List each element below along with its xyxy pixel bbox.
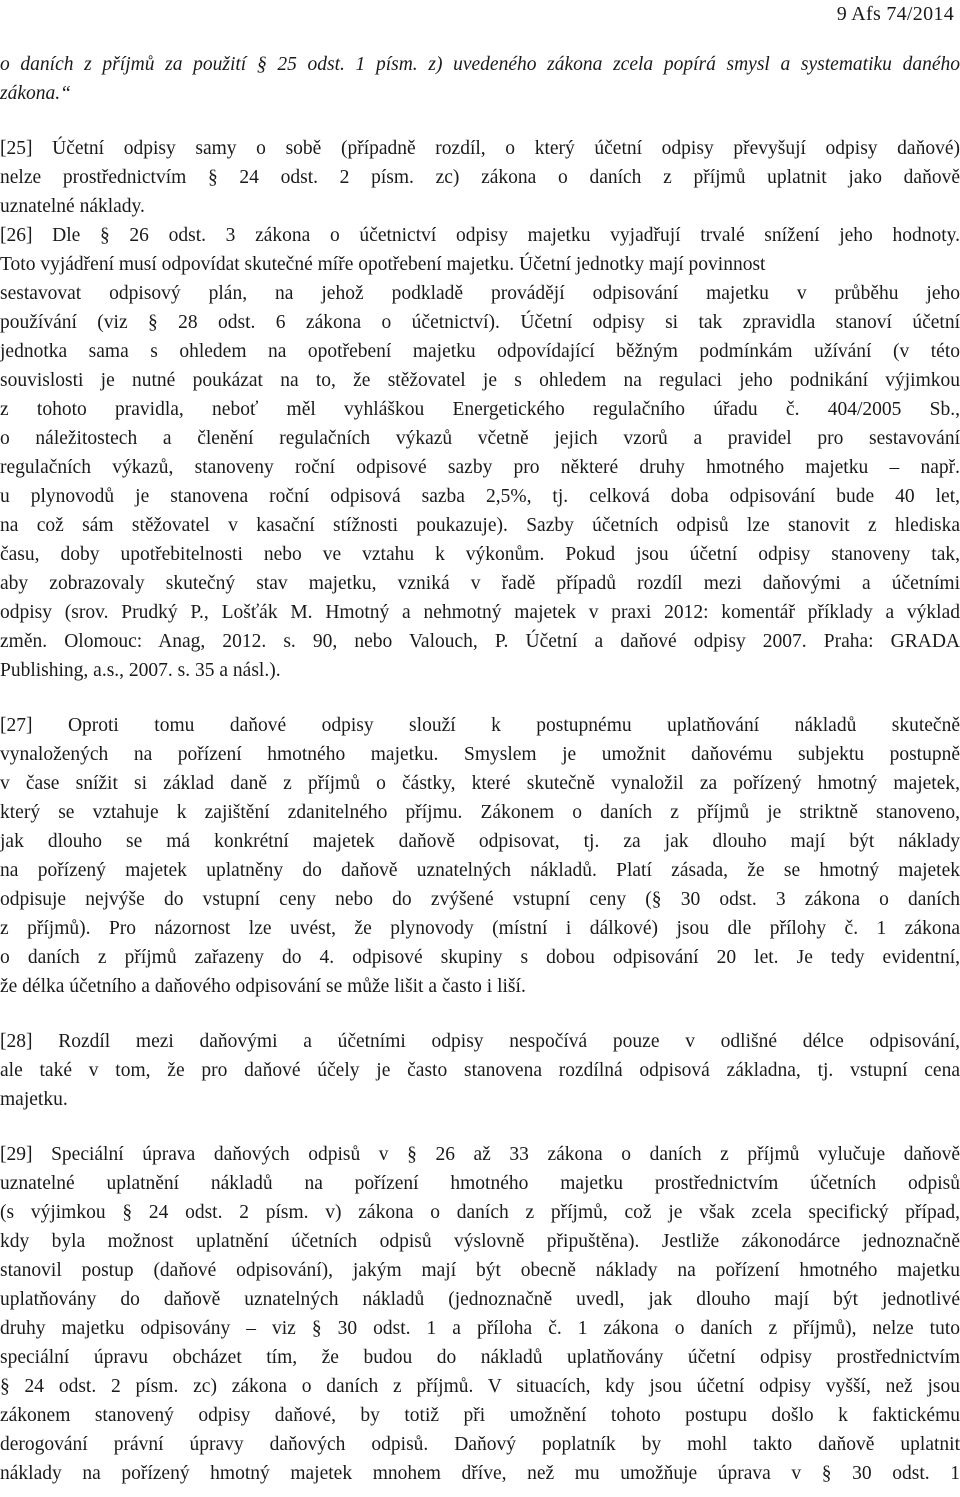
text-line: kdy byla možnost uplatnění účetních odpisů výslovně připuštěna). Jestliže zákonodárce jednoznačně (0, 1231, 960, 1252)
text-line: Publishing, a.s., 2007. s. 35 a násl.). (0, 660, 281, 681)
text-line: stanovil postup (daňové odpisování), jakým mají být obecně náklady na pořízení hmotného majetku (0, 1260, 960, 1281)
text-line: [29] Speciální úprava daňových odpisů v § 26 až 33 zákona o daních z příjmů vylučuje daňově (0, 1144, 960, 1165)
text-line: odpisy (srov. Prudký P., Lošťák M. Hmotný a nehmotný majetek v praxi 2012: komentář příklady a výklad (0, 602, 960, 623)
text-line: souvislosti je nutné poukázat na to, že stěžovatel je s ohledem na regulaci jeho podnikání výjimkou (0, 370, 960, 391)
text-line: uznatelné náklady. (0, 196, 145, 217)
text-line: [28] Rozdíl mezi daňovými a účetními odpisy nespočívá pouze v odlišné délce odpisování, (0, 1031, 960, 1052)
text-line: z příjmů). Pro názornost lze uvést, že plynovody (místní i dálkové) jsou dle přílohy č. 1 zákona (0, 918, 960, 939)
text-line: [27] Oproti tomu daňové odpisy slouží k postupnému uplatňování nákladů skutečně (0, 715, 960, 736)
text-line: na pořízený majetek uplatněny do daňově uznatelných nákladů. Platí zásada, že se hmotný majetek (0, 860, 960, 881)
text-line: uznatelné uplatnění nákladů na pořízení hmotného majetku prostřednictvím účetních odpisů (0, 1173, 960, 1194)
text-line: Toto vyjádření musí odpovídat skutečné míře opotřebení majetku. Účetní jednotky mají povinnost (0, 254, 766, 275)
text-line: uplatňovány do daňově uznatelných nákladů (jednoznačně uvedl, jak dlouho mají být jednotlivé (0, 1289, 960, 1310)
text-line: sestavovat odpisový plán, na jehož podkladě provádějí odpisování majetku v průběhu jeho (0, 283, 960, 304)
text-line: který se vztahuje k zajištění zdanitelného příjmu. Zákonem o daních z příjmů je striktně stanoveno, (0, 802, 960, 823)
text-line: [25] Účetní odpisy samy o sobě (případně rozdíl, o který účetní odpisy převyšují odpisy daňové) (0, 138, 960, 159)
text-line: o daních z příjmů za použití § 25 odst. 1 písm. z) uvedeného zákona zcela popírá smysl a systematiku daného (0, 54, 960, 75)
text-line: o daních z příjmů zařazeny do 4. odpisové skupiny s dobou odpisování 20 let. Je tedy evidentní, (0, 947, 960, 968)
text-line: § 24 odst. 2 písm. zc) zákona o daních z příjmů. V situacích, kdy jsou účetní odpisy vyšší, než jsou (0, 1376, 960, 1397)
text-line: z tohoto pravidla, neboť měl vyhláškou Energetického regulačního úřadu č. 404/2005 Sb., (0, 399, 960, 420)
text-line: druhy majetku odpisovány – viz § 30 odst. 1 a příloha č. 1 zákona o daních z příjmů), nelze tuto (0, 1318, 960, 1339)
text-line: zákonem stanovený odpisy daňové, by totiž při umožnění tohoto postupu došlo k faktickému (0, 1405, 960, 1426)
text-line: odpisuje nejvýše do vstupní ceny nebo do zvýšené vstupní ceny (§ 30 odst. 3 zákona o daních (0, 889, 960, 910)
text-line: že délka účetního a daňového odpisování se může lišit a často i liší. (0, 976, 526, 997)
text-line: o náležitostech a členění regulačních výkazů včetně jejich vzorů a pravidel pro sestavování (0, 428, 960, 449)
text-line: regulačních výkazů, stanoveny roční odpisové sazby pro některé druhy hmotného majetku – např. (0, 457, 960, 478)
text-line: aby zobrazovaly skutečný stav majetku, vzniká v řadě případů rozdíl mezi daňovými a účetními (0, 573, 960, 594)
text-line: na což sám stěžovatel v kasační stížnosti poukazuje). Sazby účetních odpisů lze stanovit z hlediska (0, 515, 960, 536)
text-line: jak dlouho se má konkrétní majetek daňově odpisovat, tj. za jak dlouho mají být náklady (0, 831, 960, 852)
text-line: vynaložených na pořízení hmotného majetku. Smyslem je umožnit daňovému subjektu postupně (0, 744, 960, 765)
text-line: jednotka sama s ohledem na opotřebení majetku odpovídající běžným podmínkám užívání (v této (0, 341, 960, 362)
text-line: u plynovodů je stanovena roční odpisová sazba 2,5%, tj. celková doba odpisování bude 40 let, (0, 486, 960, 507)
text-line: v čase snížit si základ daně z příjmů o částky, které skutečně vynaložil za pořízený hmotný majetek, (0, 773, 960, 794)
text-line: používání (viz § 28 odst. 6 zákona o účetnictví). Účetní odpisy si tak zpravidla stanoví účetní (0, 312, 960, 333)
text-line: nelze prostřednictvím § 24 odst. 2 písm. zc) zákona o daních z příjmů uplatnit jako daňově (0, 167, 960, 188)
text-line: speciální úpravu obcházet tím, že budou do nákladů uplatňovány účetní odpisy prostřednictvím (0, 1347, 960, 1368)
text-line: změn. Olomouc: Anag, 2012. s. 90, nebo Valouch, P. Účetní a daňové odpisy 2007. Praha: GRADA (0, 631, 960, 652)
text-line: (s výjimkou § 24 odst. 2 písm. v) zákona o daních z příjmů, což je však zcela specifický případ, (0, 1202, 960, 1223)
text-line: času, doby upotřebitelnosti nebo ve vztahu k výkonům. Pokud jsou účetní odpisy stanoveny tak, (0, 544, 960, 565)
text-line: náklady na pořízený hmotný majetek mnohem dříve, než mu umožňuje úprava v § 30 odst. 1 (0, 1463, 960, 1484)
text-line: [26] Dle § 26 odst. 3 zákona o účetnictví odpisy majetku vyjadřují trvalé snížení jeho hodnoty. (0, 225, 960, 246)
text-line: derogování právní úpravy daňových odpisů. Daňový poplatník by mohl takto daňově uplatnit (0, 1434, 960, 1455)
text-line: ale také v tom, že pro daňové účely je často stanovena rozdílná odpisová základna, tj. vstupní cena (0, 1060, 960, 1081)
text-line: zákona.“ (0, 83, 71, 104)
text-line: majetku. (0, 1089, 68, 1110)
case-number-header: 9 Afs 74/2014 (836, 3, 954, 25)
